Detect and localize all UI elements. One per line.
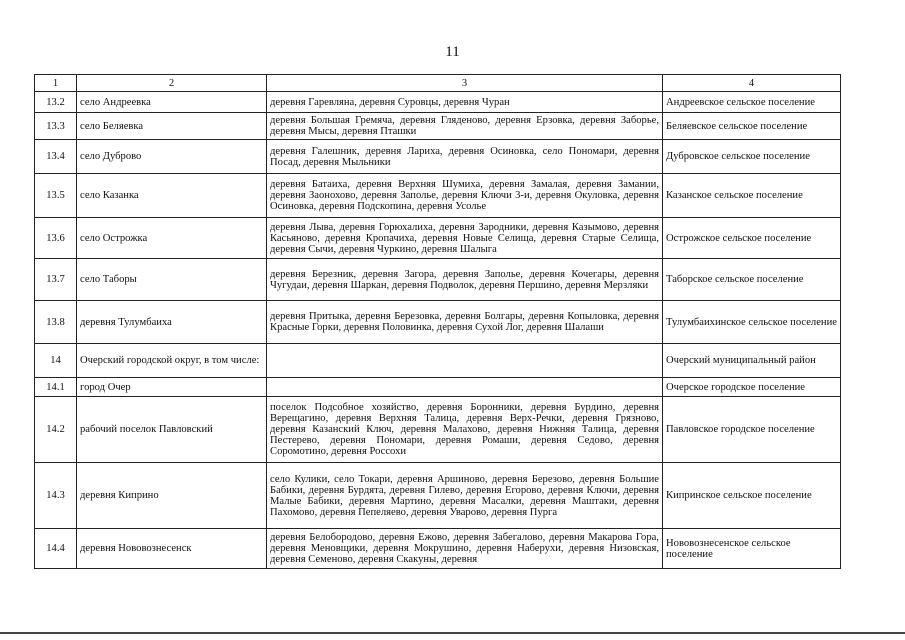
admin-center: деревня Тулумбаиха <box>77 301 267 344</box>
row-number: 13.2 <box>35 92 77 113</box>
villages-list: поселок Подсобное хозяйство, деревня Боронники, деревня Бурдино, деревня Верещагино, деревня Верхняя Талица, деревня Верх-Речки, деревня Грязново, деревня Казанский Ключ, деревня Малахово, деревня Нижняя Талица, деревня Пестерево, деревня Пономари, деревня Ромаши, деревня Седово, деревня Соромотино, деревня Россохи <box>267 397 663 463</box>
table-row <box>35 529 841 569</box>
settlement-name: Андреевское сельское поселение <box>663 92 841 113</box>
table-row <box>35 140 841 174</box>
table-row <box>35 259 841 301</box>
settlements-table <box>34 74 841 569</box>
row-number: 13.6 <box>35 218 77 259</box>
settlement-name: Дубровское сельское поселение <box>663 140 841 174</box>
table-row <box>35 218 841 259</box>
villages-list: деревня Гаревляна, деревня Суровцы, деревня Чуран <box>267 92 663 113</box>
villages-list: деревня Березник, деревня Загора, деревня Заполье, деревня Кочегары, деревня Чугудаи, деревня Шаркан, деревня Подволок, деревня Першино, деревня Мерзляки <box>267 259 663 301</box>
admin-center: деревня Киприно <box>77 463 267 529</box>
settlement-name: Павловское городское поселение <box>663 397 841 463</box>
settlement-name: Таборское сельское поселение <box>663 259 841 301</box>
settlement-name: Беляевское сельское поселение <box>663 113 841 140</box>
row-number: 13.5 <box>35 174 77 218</box>
settlement-name: Очерский муниципальный район <box>663 344 841 378</box>
header-col-3: 3 <box>267 75 663 92</box>
villages-list <box>267 378 663 397</box>
row-number: 13.7 <box>35 259 77 301</box>
settlement-name: Острожское сельское поселение <box>663 218 841 259</box>
row-number: 13.3 <box>35 113 77 140</box>
table-row <box>35 397 841 463</box>
header-col-4: 4 <box>663 75 841 92</box>
villages-list: деревня Большая Гремяча, деревня Гляденово, деревня Ерзовка, деревня Заборье, деревня Мысы, деревня Пташки <box>267 113 663 140</box>
row-number: 14.4 <box>35 529 77 569</box>
row-number: 14.3 <box>35 463 77 529</box>
admin-center: село Острожка <box>77 218 267 259</box>
admin-center: село Казанка <box>77 174 267 218</box>
villages-list <box>267 344 663 378</box>
admin-center: рабочий поселок Павловский <box>77 397 267 463</box>
row-number: 14.1 <box>35 378 77 397</box>
settlement-name: Кипринское сельское поселение <box>663 463 841 529</box>
table-row <box>35 378 841 397</box>
villages-list: деревня Лыва, деревня Горюхалиха, деревня Зародники, деревня Казымово, деревня Касьяново, деревня Кропачиха, деревня Новые Селища, деревня Старые Селища, деревня Сычи, деревня Чуркино, деревня Шалыга <box>267 218 663 259</box>
villages-list: деревня Притыка, деревня Березовка, деревня Болгары, деревня Копыловка, деревня Красные Горки, деревня Половинка, деревня Сухой Лог, деревня Шалаши <box>267 301 663 344</box>
admin-center: село Таборы <box>77 259 267 301</box>
page-number: 11 <box>445 44 460 60</box>
settlement-name: Казанское сельское поселение <box>663 174 841 218</box>
table-row <box>35 174 841 218</box>
row-number: 13.4 <box>35 140 77 174</box>
admin-center: Очерский городской округ, в том числе: <box>77 344 267 378</box>
row-number: 14.2 <box>35 397 77 463</box>
table-row <box>35 301 841 344</box>
villages-list: деревня Батаиха, деревня Верхняя Шумиха, деревня Замалая, деревня Замании, деревня Заонохово, деревня Заполье, деревня Ключи 3-и, деревня Окуловка, деревня Осиновка, деревня Подскопина, деревня Усолье <box>267 174 663 218</box>
villages-list: село Кулики, село Токари, деревня Аршиново, деревня Березово, деревня Большие Бабики, деревня Бурдята, деревня Гилево, деревня Егорово, деревня Ключи, деревня Малые Бабики, деревня Мартино, деревня Масалки, деревня Маштаки, деревня Пахомово, деревня Пепеляево, деревня Уварово, деревня Пурга <box>267 463 663 529</box>
header-col-2: 2 <box>77 75 267 92</box>
admin-center: село Дуброво <box>77 140 267 174</box>
villages-list: деревня Галешник, деревня Лариха, деревня Осиновка, село Пономари, деревня Посад, деревня Мыльники <box>267 140 663 174</box>
table-row <box>35 344 841 378</box>
admin-center: село Беляевка <box>77 113 267 140</box>
settlement-name: Нововознесенское сельское поселение <box>663 529 841 569</box>
villages-list: деревня Белобородово, деревня Ежово, деревня Забегалово, деревня Макарова Гора, деревня Меновщики, деревня Мокрушино, деревня Наберухи, деревня Низовская, деревня Семеново, деревня Скакуны, деревня <box>267 529 663 569</box>
header-col-1: 1 <box>35 75 77 92</box>
admin-center: село Андреевка <box>77 92 267 113</box>
row-number: 13.8 <box>35 301 77 344</box>
settlement-name: Тулумбаихинское сельское поселение <box>663 301 841 344</box>
table-row <box>35 92 841 113</box>
admin-center: город Очер <box>77 378 267 397</box>
admin-center: деревня Нововознесенск <box>77 529 267 569</box>
row-number: 14 <box>35 344 77 378</box>
page-bottom-rule <box>0 632 905 634</box>
header-row <box>35 75 841 92</box>
settlement-name: Очерское городское поселение <box>663 378 841 397</box>
table-row <box>35 113 841 140</box>
table-row <box>35 463 841 529</box>
